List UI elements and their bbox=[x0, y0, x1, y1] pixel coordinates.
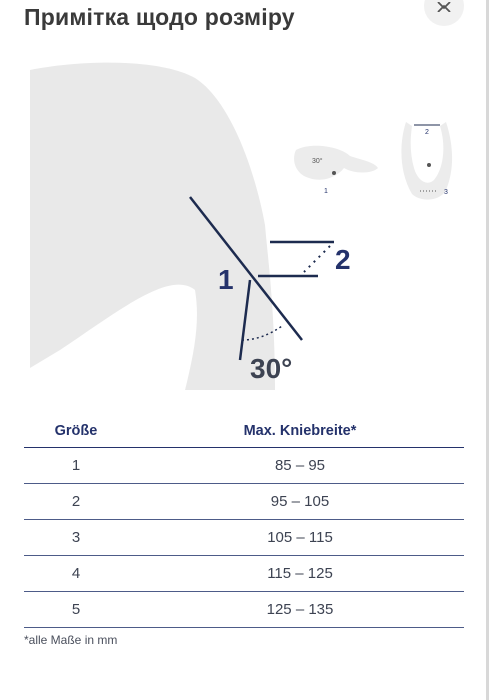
svg-text:2: 2 bbox=[425, 129, 429, 136]
width-cell: 125 – 135 bbox=[266, 601, 334, 618]
footnote: *alle Maße in mm bbox=[24, 633, 118, 647]
size-cell: 5 bbox=[71, 601, 81, 618]
column-header-size: Größe bbox=[54, 423, 98, 439]
table-row bbox=[24, 592, 464, 628]
svg-text:3: 3 bbox=[444, 189, 448, 196]
mini-side-illustration bbox=[294, 146, 378, 195]
angle-label: 30° bbox=[250, 353, 293, 384]
width-cell: 115 – 125 bbox=[267, 565, 333, 582]
leg-silhouette bbox=[30, 63, 275, 390]
label-2: 2 bbox=[335, 244, 351, 275]
table-header bbox=[24, 415, 464, 448]
column-header-knee-width: Max. Kniebreite* bbox=[243, 423, 357, 439]
width-dotted bbox=[304, 246, 330, 272]
size-cell: 4 bbox=[71, 565, 81, 582]
table-row bbox=[24, 484, 464, 520]
knee-measurement-illustration bbox=[0, 50, 489, 390]
size-table bbox=[24, 415, 464, 628]
label-1: 1 bbox=[218, 264, 234, 295]
table-row bbox=[24, 556, 464, 592]
svg-text:1: 1 bbox=[324, 188, 328, 195]
width-cell: 105 – 115 bbox=[267, 529, 333, 546]
mini-front-illustration bbox=[401, 122, 452, 200]
close-icon bbox=[437, 2, 451, 12]
close-button[interactable] bbox=[424, 0, 464, 26]
size-cell: 3 bbox=[71, 529, 81, 546]
table-row bbox=[24, 448, 464, 484]
width-cell: 95 – 105 bbox=[270, 493, 330, 510]
svg-text:30°: 30° bbox=[312, 158, 323, 165]
page-title: Примітка щодо розміру bbox=[24, 4, 295, 30]
size-cell: 1 bbox=[71, 457, 81, 474]
width-cell: 85 – 95 bbox=[274, 457, 326, 474]
size-cell: 2 bbox=[71, 493, 81, 510]
table-row bbox=[24, 520, 464, 556]
